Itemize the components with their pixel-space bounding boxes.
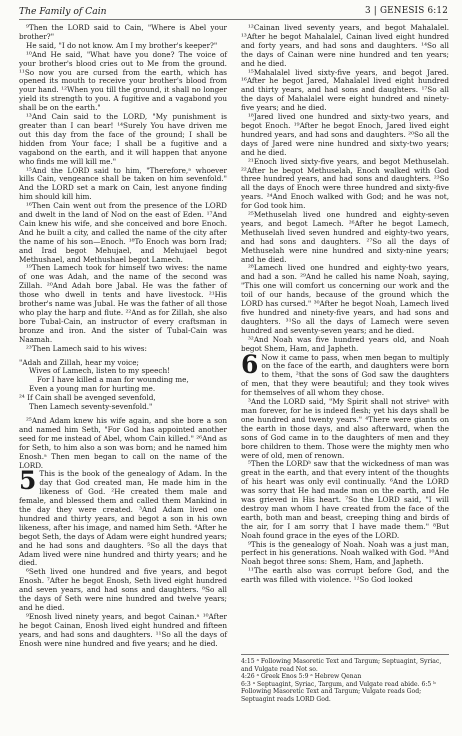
chapter-opening-paragraph: Now it came to pass, when men began to multiply on the face of the earth, and daughters were born to them, ²that the sons of God saw the daughters of men, that they were beautiful; and they took wives for themselves of all whom they chose. — [241, 352, 449, 398]
section-heading: The Family of Cain — [19, 6, 107, 17]
footnotes — [241, 658, 449, 703]
verse-paragraph: ¹²Cainan lived seventy years, and begot Mahalalel. ¹³After he begot Mahalalel, Cainan lived eight hundred and forty years, and had sons and daughters. ¹⁴So all the days of Cainan were nine hundred and ten years; and he died. — [241, 23, 449, 68]
poetry-block — [19, 359, 227, 412]
verse-paragraph: ⁹Enosh lived ninety years, and begot Cainan.ᵃ ¹⁰After he begot Cainan, Enosh lived eight hundred and fifteen years, and had sons and daughters. ¹¹So all the days of Enosh were nine hundred and five years; and he died. — [19, 611, 227, 648]
chapter-opening-paragraph: This is the book of the genealogy of Adam. In the day that God created man, He made him in the likeness of God. ²He created them male and female, and blessed them and called them Mankind in the day they were created. ³And Adam lived one hundred and thirty years, and begot a son in his own likeness, after his image, and named him Seth. ⁴After he begot Seth, the days of Adam were eight hundred years; and he had sons and daughters. ⁵So all the days that Adam lived were nine hundred and thirty years; and he died. — [19, 469, 227, 568]
chapter-number: 6 — [241, 349, 259, 379]
verse-paragraph: ⁶Seth lived one hundred and five years, and begot Enosh. ⁷After he begot Enosh, Seth lived eight hundred and seven years, and had sons and daughters. ⁸So all the days of Seth were nine hundred and twelve years; and he died. — [19, 567, 227, 612]
verse-paragraph: He said, "I do not know. Am I my brother's keeper?" — [26, 40, 218, 50]
verse-paragraph: ¹⁵Mahalalel lived sixty-five years, and begot Jared. ¹⁶After he begot Jared, Mahalalel lived eight hundred and thirty years, and had sons and daughters. ¹⁷So all the days of Mahalalel were eight hundred and ninety-five years; and he died. — [241, 67, 449, 113]
verse-paragraph: ²⁵Methuselah lived one hundred and eighty-seven years, and begot Lamech. ²⁶After he begot Lamech, Methuselah lived seven hundred and eighty-two years, and had sons and daughters. ²⁷So all the days of Methuselah were nine hundred and sixty-nine years; and he died. — [241, 210, 449, 264]
poetry-line: Then Lamech seventy-sevenfold." — [29, 402, 153, 412]
verse-paragraph: ¹⁶Then Cain went out from the presence of the LORD and dwelt in the land of Nod on the east of Eden. ¹⁷And Cain knew his wife, and she conceived and bore Enoch. And he built a city, and called the name of the city after the name of his son—Enoch. ¹⁸To Enoch was born Irad; and Irad begot Mehujael, and Mehujael begot Methushael, and Methushael begot Lamech. — [19, 201, 227, 264]
poetry-line: ²⁴ If Cain shall be avenged sevenfold, — [19, 393, 156, 403]
verse-paragraph: ¹⁵And the LORD said to him, "Therefore,ᵃ whoever kills Cain, vengeance shall be taken on him sevenfold." And the LORD set a mark on Cain, lest anyone finding him should kill him. — [19, 165, 227, 202]
footnote: 4:26 ᵃ Greek Enos 5:9 ᵃ Hebrew Qenan — [241, 673, 362, 680]
verse-paragraph: ⁹Then the LORD said to Cain, "Where is Abel your brother?" — [19, 23, 227, 41]
verse-paragraph: ¹⁹Then Lamech took for himself two wives: the name of one was Adah, and the name of the second was Zillah. ²⁰And Adah bore Jabal. He was the father of those who dwell in tents and have livestock. ²¹His brother's name was Jubal. He was the father of all those who play the harp and flute. ²²And as for Zillah, she also bore Tubal-Cain, an instructor of every craftsman in bronze and iron. And the sister of Tubal-Cain was Naamah. — [19, 263, 227, 344]
verse-paragraph: ³²And Noah was five hundred years old, and Noah begot Shem, Ham, and Japheth. — [241, 334, 449, 353]
left-text-column — [19, 24, 227, 649]
poetry-line: Even a young man for hurting me. — [29, 384, 156, 394]
verse-paragraph: ⁵Then the LORDᵇ saw that the wickedness of man was great in the earth, and that every intent of the thoughts of his heart was only evil continually. ⁶And the LORD was sorry that He had made man on the earth, and He was grieved in His heart. ⁷So the LORD said, "I will destroy man whom I have created from the face of the earth, both man and beast, creeping thing and birds of the air, for I am sorry that I have made them." ⁸But Noah found grace in the eyes of the LORD. — [241, 459, 449, 540]
verse-paragraph: ²⁸Lamech lived one hundred and eighty-two years, and had a son. ²⁹And he called his name Noah, saying, "This one will comfort us concerning our work and the toil of our hands, because of the ground which the LORD has cursed." ³⁰After he begot Noah, Lamech lived five hundred and ninety-five years, and had sons and daughters. ³¹So all the days of Lamech were seven hundred and seventy-seven years; and he died. — [241, 263, 449, 335]
chapter-6-start — [241, 349, 449, 399]
verse-paragraph: ²¹Enoch lived sixty-five years, and begot Methuselah. ²²After he begot Methuselah, Enoch walked with God three hundred years, and had sons and daughters. ²³So all the days of Enoch were three hundred and sixty-five years. ²⁴And Enoch walked with God; and he was not, for God took him. — [241, 156, 449, 211]
verse-paragraph: ¹⁸Jared lived one hundred and sixty-two years, and begot Enoch. ¹⁹After he begot Enoch, Jared lived eight hundred years, and had sons and daughters. ²⁰So all the days of Jared were nine hundred and sixty-two years; and he died. — [241, 112, 449, 157]
footnote: 6:3 ᵃ Septuagint, Syriac, Targum, and Vulgate read abide. 6:5 ᵇ Following Masoretic Text and Targum; Vulgate reads God; Septuagint reads LORD God. — [241, 680, 436, 703]
page-reference: 3 | GENESIS 6:12 — [365, 6, 448, 16]
footnote: 4:15 ᵃ Following Masoretic Text and Targum; Septuagint, Syriac, and Vulgate read Not so. — [241, 658, 442, 673]
right-text-column — [241, 24, 449, 585]
verse-paragraph: ⁹This is the genealogy of Noah. Noah was a just man, perfect in his generations. Noah walked with God. ¹⁰And Noah begot three sons: Shem, Ham, and Japheth. — [241, 539, 449, 567]
poetry-line: "Adah and Zillah, hear my voice; — [19, 357, 139, 367]
verse-paragraph: ¹¹The earth also was corrupt before God, and the earth was filled with violence. ¹²So God looked — [241, 566, 449, 585]
chapter-5-start — [19, 466, 227, 568]
verse-paragraph: ²³Then Lamech said to his wives: — [26, 343, 147, 353]
footnote-divider — [241, 654, 449, 655]
verse-paragraph: ¹⁰And He said, "What have you done? The voice of your brother's blood cries out to Me from the ground. ¹¹So now you are cursed from the earth, which has opened its mouth to receive your brother's blood from your hand. ¹²When you till the ground, it shall no longer yield its strength to you. A fugitive and a vagabond you shall be on the earth." — [19, 49, 227, 113]
poetry-line: For I have killed a man for wounding me, — [37, 375, 189, 385]
chapter-number: 5 — [19, 466, 37, 496]
poetry-line: Wives of Lamech, listen to my speech! — [29, 366, 171, 376]
verse-paragraph: ¹³And Cain said to the LORD, "My punishment is greater than I can bear! ¹⁴Surely You have driven me out this day from the face of the ground; I shall be hidden from Your face; I shall be a fugitive and a vagabond on the earth, and it will happen that anyone who finds me will kill me." — [19, 112, 227, 166]
verse-paragraph: ³And the LORD said, "My Spirit shall not striveᵃ with man forever, for he is indeed flesh; yet his days shall be one hundred and twenty years." ⁴There were giants on the earth in those days, and also afterward, when the sons of God came in to the daughters of men and they bore children to them. Those were the mighty men who were of old, men of renown. — [241, 397, 449, 460]
verse-paragraph: ²⁵And Adam knew his wife again, and she bore a son and named him Seth, "For God has appointed another seed for me instead of Abel, whom Cain killed." ²⁶And as for Seth, to him also a son was born; and he named him Enosh.ᵃ Then men began to call on the name of the LORD. — [19, 415, 227, 470]
header-divider — [19, 19, 448, 20]
